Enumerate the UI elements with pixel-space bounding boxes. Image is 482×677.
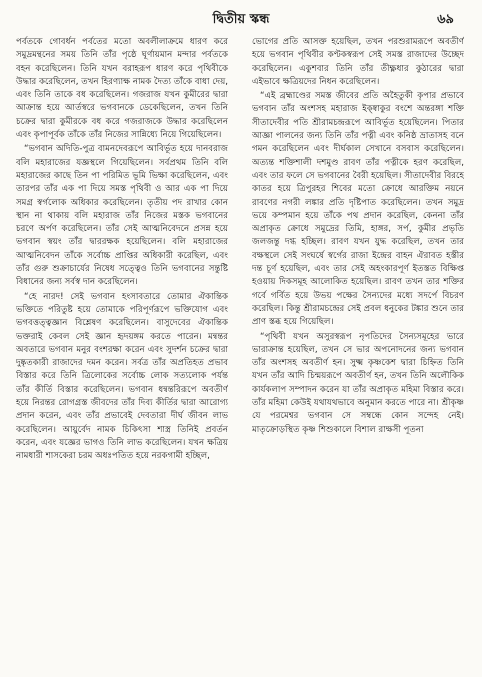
running-title: দ্বিতীয় স্কন্ধ	[212, 12, 270, 27]
left-column	[16, 36, 228, 666]
paragraph: পর্বতকে গোবর্ধন পর্বতের মতো অবলীলাক্রমে ধারণ করে সমুদ্রমন্থনের সময় তিনি তাঁর পৃষ্ঠে ঘূর্ণায়মান মন্দার পর্বতকে বহন করেছিলেন। তিনি যখন বরাহরূপ ধারণ করে পৃথিবীকে উদ্ধার করেছিলেন, তখন হিরণ্যাক্ষ নামক দৈত্য তাঁকে বাধা দেয়, এবং তিনি তাকে বধ করেছিলেন। গজরাজ যখন কুমীরের দ্বারা আক্রান্ত হয়ে আর্তস্বরে ভগবানকে ডেকেছিলেন, তখন তিনি চক্রের দ্বারা কুমীরকে বধ করে গজরাজকে উদ্ধার করেছিলেন এবং কৃপাপূর্বক তাঁকে তাঁর নিজের সান্নিধ্যে নিয়ে গিয়েছিলেন।	[16, 37, 228, 141]
right-column	[252, 36, 464, 666]
paragraph: “এই ব্রহ্মাণ্ডের সমস্ত জীবের প্রতি অহৈতুকী কৃপার প্রভাবে ভগবান তাঁর অংশসহ মহারাজ ইক্ষ্বাকুর বংশে অন্তরঙ্গা শক্তি সীতাদেবীর পতি শ্রীরামচন্দ্ররূপে আবির্ভূত হয়েছিলেন। পিতার আজ্ঞা পালনের জন্য তিনি তাঁর পত্নী এবং কনিষ্ঠ ভ্রাতাসহ বনে গমন করেছিলেন এবং দীর্ঘকাল সেখানে বসবাস করেছিলেন। অত্যন্ত শক্তিশালী দশমুণ্ড রাবণ তাঁর পত্নীকে হরণ করেছিল, এবং তার ফলে সে ভগবানের বৈরী হয়েছিল। সীতাদেবীর বিরহে কাতর হয়ে ত্রিপুরহর শিবের মতো ক্রোধে আরক্তিম নয়নে রাবণের নগরী লঙ্কার প্রতি দৃষ্টিপাত করেছিলেন। তখন সমুদ্র ভয়ে কম্পমান হয়ে তাঁকে পথ প্রদান করেছিল, কেননা তাঁর অপ্রাকৃত ক্রোধে সমুদ্রের তিমি, হাঙ্গর, সর্প, কুমীর প্রভৃতি জলজন্তু দগ্ধ হচ্ছিল। রাবণ যখন যুদ্ধ করেছিল, তখন তার বক্ষস্থলে সেই সংঘর্ষে স্বর্গের রাজা ইন্দ্রের বাহন ঐরাবত হস্তীর দন্ত চূর্ণ হয়েছিল, এবং তার সেই অহংকারপূর্ণ ইতস্তত বিক্ষিপ্ত হওয়ায় দিকসমূহ আলোকিত হয়েছিল। রাবণ তখন তার শক্তির গর্বে গর্বিত হয়ে উভয় পক্ষের সৈন্যদের মধ্যে সদর্পে বিচরণ করেছিল। কিন্তু শ্রীরামচন্দ্রের সেই প্রবল ধনুকের টঙ্কার শুনে তার প্রাণ স্তব্ধ হয়ে গিয়েছিল।	[252, 91, 464, 328]
paragraph: “পৃথিবী যখন অসুরস্বরূপ নৃপতিদের সৈন্যসমূহের ভারে ভারাক্রান্ত হয়েছিল, তখন সে ভার অপনোদনের জন্য ভগবান তাঁর অংশসহ অবতীর্ণ হন। সুক্ষ্ম কৃষ্ণকেশ দ্বারা চিহ্নিত তিনি যখন তাঁর আদি চিন্ময়রূপে অবতীর্ণ হন, তখন তিনি অলৌকিক কার্যকলাপ সম্পাদন করেন যা তাঁর অপ্রাকৃত মহিমা বিস্তার করে। তাঁর মহিমা কেউই যথাযথভাবে অনুমান করতে পারে না। শ্রীকৃষ্ণ যে পরমেশ্বর ভগবান সে সম্বন্ধে কোন সন্দেহ নেই। মাতৃক্রোড়স্থিত কৃষ্ণ শিশুকালে বিশাল রাক্ষসী পূতনা	[252, 331, 464, 435]
page-number: ৬৯	[437, 12, 454, 27]
paragraph: “ভগবান অদিতি-পুত্র বামনদেবরূপে আবির্ভূত হয়ে দানবরাজ বলি মহারাজের যজ্ঞস্থলে গিয়েছিলেন। সর্বপ্রথম তিনি বলি মহারাজের কাছে তিন পা পরিমিত ভূমি ভিক্ষা করেছিলেন, এবং তারপর তাঁর এক পা দিয়ে সমস্ত পৃথিবী ও আর এক পা দিয়ে সমগ্র স্বর্গলোক অধিকার করেছিলেন। তৃতীয় পদ রাখার কোন স্থান না থাকায় বলি মহারাজ তাঁর নিজের মস্তক ভগবানের চরণে অর্পণ করেছিলেন। তাঁর সেই আত্মনিবেদনে প্রসন্ন হয়ে ভগবান স্বয়ং তাঁর দ্বাররক্ষক হয়েছিলেন। বলি মহারাজের আত্মনিবেদন তাঁকে সর্বোচ্চ প্রাপ্তির অধিকারী করেছিল, এবং তাঁর গুরু শুক্রাচার্যের নিষেধ সত্ত্বেও তিনি ভগবানের সন্তুষ্টি বিধানের জন্য সর্বস্ব দান করেছিলেন।	[16, 144, 228, 288]
paragraph: “হে নারদ! সেই ভগবান হংসাবতারে তোমার ঐকান্তিক ভক্তিতে পরিতুষ্ট হয়ে তোমাকে পরিপূর্ণরূপে ভক্তিযোগ এবং ভগবত্তত্ত্বজ্ঞান বিশ্লেষণ করেছিলেন। বাসুদেবের ঐকান্তিক ভক্তরাই কেবল সেই জ্ঞান হৃদয়ঙ্গম করতে পারেন। মন্বন্তর অবতারে ভগবান মনুর বংশরক্ষা করেন এবং সুদর্শন চক্রের দ্বারা দুষ্কৃতকারী রাজাদের দমন করেন। সর্বত্র তাঁর অপ্রতিহত প্রভাব বিস্তার করে তিনি ত্রিলোকের সর্বোচ্চ লোক সত্যলোক পর্যন্ত তাঁর কীর্তি বিস্তার করেছিলেন। ভগবান ধন্বন্তরিরূপে অবতীর্ণ হয়ে নিরন্তর রোগগ্রস্ত জীবদের তাঁর দিব্য কীর্তির দ্বারা আরোগ্য প্রদান করেন, এবং তাঁর প্রভাবেই দেবতারা দীর্ঘ জীবন লাভ করেছিলেন। আয়ুর্বেদ নামক চিকিৎসা শাস্ত্র তিনিই প্রবর্তন করেন, এবং যজ্ঞের ভাগও তিনি লাভ করেছিলেন। যখন ক্ষত্রিয় নামধারী শাসকেরা চরম অধঃপতিত হয়ে নরকগামী হচ্ছিল,	[16, 291, 228, 462]
page-header	[0, 10, 482, 28]
paragraph: ভোগের প্রতি আসক্ত হয়েছিল, তখন পরশুরামরূপে অবতীর্ণ হয়ে ভগবান পৃথিবীর কণ্টকস্বরূপ সেই সমস্ত রাজাদের উচ্ছেদ করেছিলেন। একুশবার তিনি তাঁর তীক্ষ্ণধার কুঠারের দ্বারা এইভাবে ক্ষত্রিয়দের নিধন করেছিলেন।	[252, 37, 464, 87]
